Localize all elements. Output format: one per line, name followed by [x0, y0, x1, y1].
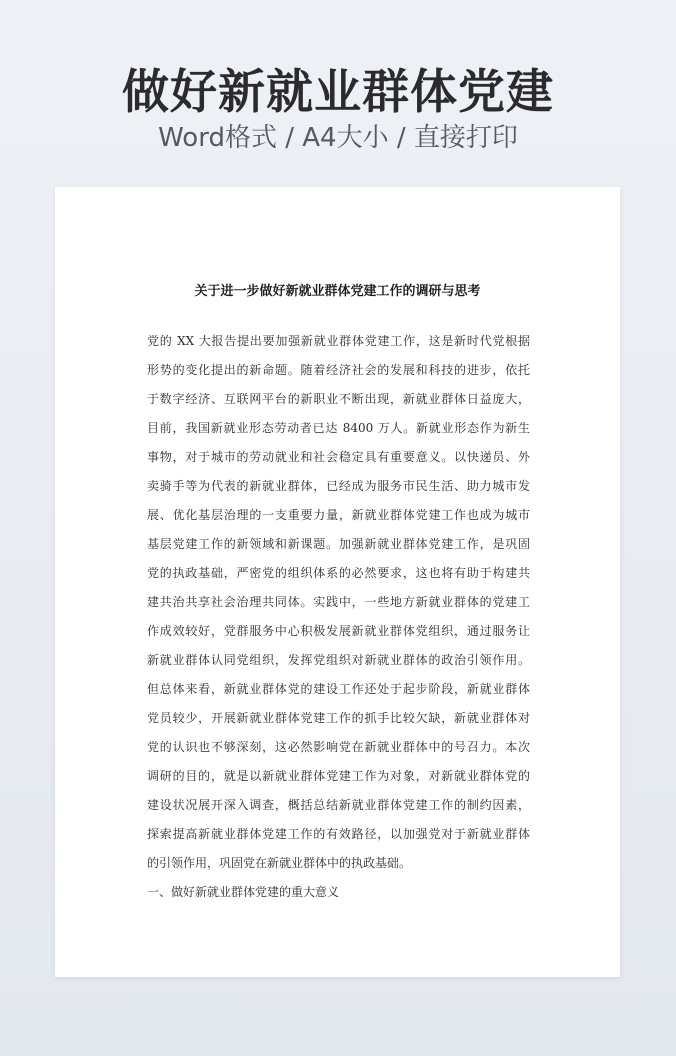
body-line: 于数字经济、互联网平台的新职业不断出现，新就业群体日益庞大， — [147, 392, 530, 406]
body-line: 调研的目的，就是以新就业群体党建工作为对象，对新就业群体党的 — [147, 769, 530, 783]
body-line: 但总体来看，新就业群体党的建设工作还处于起步阶段，新就业群体 — [147, 682, 530, 696]
body-line: 目前，我国新就业形态劳动者已达 8400 万人。新就业形态作为新生 — [147, 421, 530, 435]
body-line: 党的执政基础，严密党的组织体系的必然要求，这也将有助于构建共 — [147, 566, 530, 580]
body-line: 探索提高新就业群体党建工作的有效路径，以加强党对于新就业群体 — [147, 827, 530, 841]
body-line: 卖骑手等为代表的新就业群体，已经成为服务市民生活、助力城市发 — [147, 479, 530, 493]
body-line: 作成效较好，党群服务中心积极发展新就业群体党组织，通过服务让 — [147, 624, 530, 638]
document-body — [147, 327, 530, 907]
page-title: 做好新就业群体党建 — [122, 65, 554, 120]
body-line: 基层党建工作的新领域和新课题。加强新就业群体党建工作，是巩固 — [147, 537, 530, 551]
body-line: 新就业群体认同党组织，发挥党组织对新就业群体的政治引领作用。 — [147, 653, 530, 667]
body-line: 党的认识也不够深刻，这必然影响党在新就业群体中的号召力。本次 — [147, 740, 530, 754]
section-heading: 一、做好新就业群体党建的重大意义 — [147, 885, 340, 899]
body-line: 的引领作用，巩固党在新就业群体中的执政基础。 — [147, 856, 412, 870]
body-line: 形势的变化提出的新命题。随着经济社会的发展和科技的进步，依托 — [147, 363, 530, 377]
body-line: 建共治共享社会治理共同体。实践中，一些地方新就业群体的党建工 — [147, 595, 530, 609]
body-line: 建设状况展开深入调查，概括总结新就业群体党建工作的制约因素， — [147, 798, 530, 812]
body-line: 事物，对于城市的劳动就业和社会稳定具有重要意义。以快递员、外 — [147, 450, 530, 464]
body-line: 展、优化基层治理的一支重要力量，新就业群体党建工作也成为城市 — [147, 508, 530, 522]
page-subtitle: Word格式 / A4大小 / 直接打印 — [158, 123, 518, 153]
body-line: 党的 XX 大报告提出要加强新就业群体党建工作，这是新时代党根据 — [147, 334, 530, 348]
body-line: 党员较少，开展新就业群体党建工作的抓手比较欠缺，新就业群体对 — [147, 711, 530, 725]
document-page — [55, 187, 620, 977]
document-title: 关于进一步做好新就业群体党建工作的调研与思考 — [194, 284, 481, 299]
